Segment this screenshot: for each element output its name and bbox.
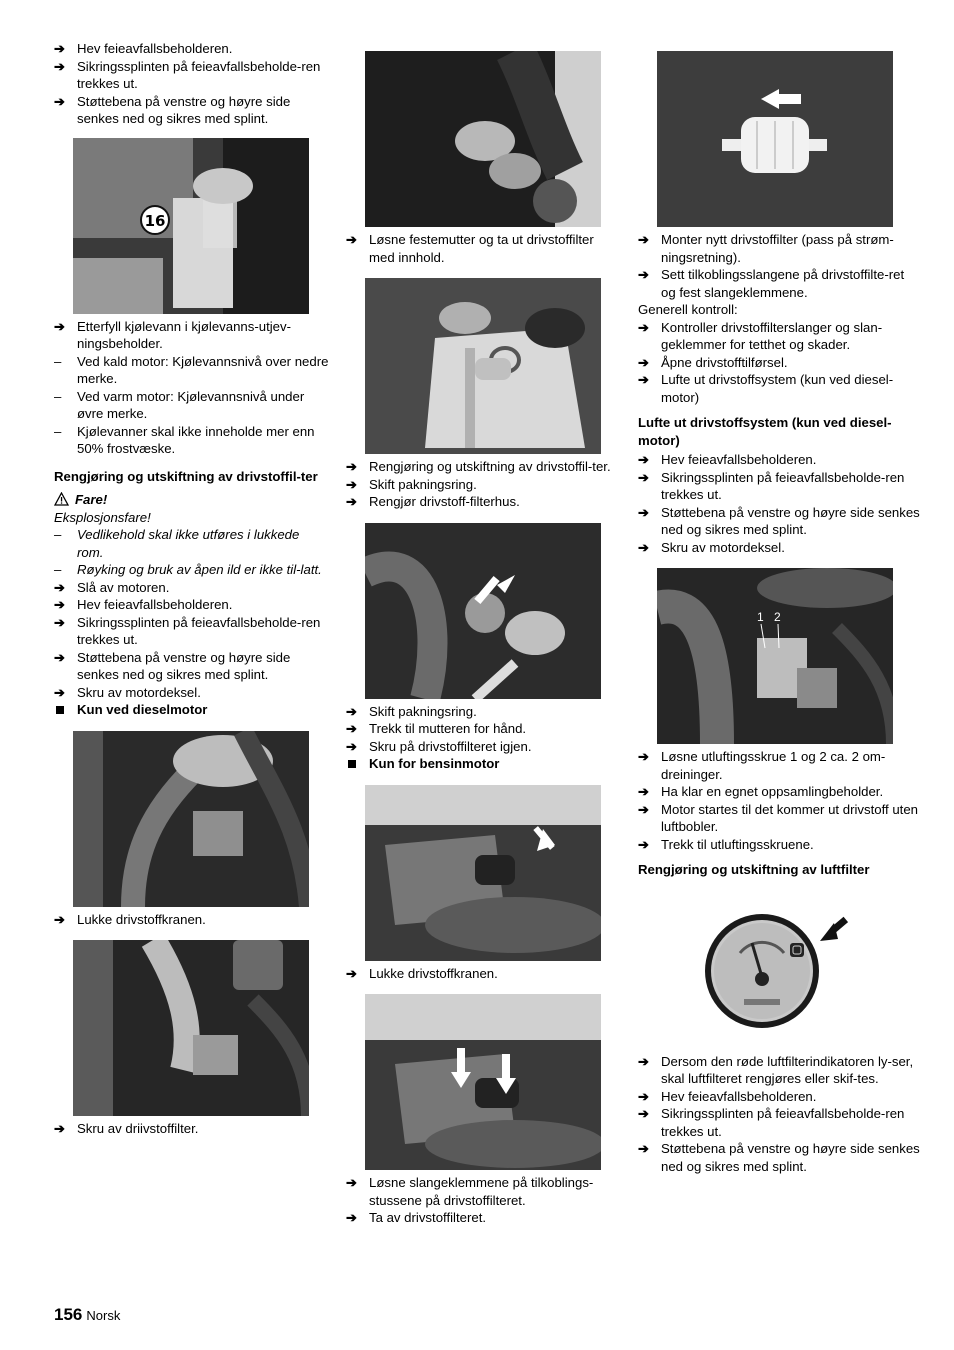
arrow-icon: ➔ bbox=[638, 232, 649, 247]
photo-diesel-drawing bbox=[73, 731, 309, 907]
section-heading-bleed: Lufte ut drivstoffsystem (kun ved diesel-motor) bbox=[638, 415, 892, 448]
step: ➔ Hev feieavfallsbeholderen. bbox=[638, 452, 817, 467]
arrow-icon: ➔ bbox=[638, 539, 649, 555]
step: ➔ Sett tilkoblingsslangene på drivstoffilte-ret og fest slangeklemmene. bbox=[638, 267, 905, 300]
arrow-icon: ➔ bbox=[346, 1175, 357, 1190]
step: ➔ Sikringssplinten på feieavfallsbeholde-ren trekkes ut. bbox=[54, 614, 321, 647]
photo-loosen-nut-drawing bbox=[365, 51, 601, 227]
step: ➔ Løsne festemutter og ta ut drivstoffilter med innhold. bbox=[346, 232, 594, 265]
photo-diesel-fuel-tap bbox=[73, 731, 309, 907]
arrow-icon: ➔ bbox=[638, 1141, 649, 1156]
arrow-icon: ➔ bbox=[638, 784, 649, 799]
photo-coolant-drawing bbox=[73, 138, 309, 314]
photo-coolant-refill bbox=[73, 138, 309, 314]
arrow-icon: ➔ bbox=[54, 579, 65, 595]
column-3 bbox=[638, 40, 920, 1175]
arrow-icon: ➔ bbox=[346, 965, 357, 981]
dash-marker: – bbox=[54, 562, 62, 577]
photo-hose-clamps-drawing bbox=[365, 994, 601, 1170]
photo-bleed-drawing bbox=[657, 568, 893, 744]
photo-clean-filter-housing bbox=[365, 278, 601, 454]
step: ➔ Ha klar en egnet oppsamlingbeholder. bbox=[638, 784, 884, 799]
column-2 bbox=[346, 40, 621, 1227]
air-filter-gauge-drawing bbox=[638, 881, 920, 1053]
arrow-icon: ➔ bbox=[638, 749, 649, 764]
photo-seal-drawing bbox=[365, 523, 601, 699]
air-filter-indicator-figure bbox=[638, 881, 920, 1053]
arrow-icon: ➔ bbox=[638, 836, 649, 852]
step: ➔ Sikringssplinten på feieavfallsbeholde-ren trekkes ut. bbox=[54, 58, 321, 91]
dash-marker: – bbox=[54, 388, 62, 404]
subheading-diesel: Kun ved dieselmotor bbox=[54, 701, 329, 719]
arrow-icon: ➔ bbox=[638, 354, 649, 370]
section-heading-air-filter: Rengjøring og utskiftning av luftfilter bbox=[638, 862, 870, 877]
step: ➔ Skift pakningsring. bbox=[346, 703, 477, 719]
arrow-icon: ➔ bbox=[638, 319, 649, 335]
step: ➔ Støttebena på venstre og høyre side senkes ned og sikres med splint. bbox=[54, 649, 291, 682]
arrow-icon: ➔ bbox=[346, 494, 357, 509]
column-1 bbox=[54, 40, 329, 1138]
step: ➔ Støttebena på venstre og høyre side senkes ned og sikres med splint. bbox=[54, 93, 291, 126]
danger-item: – Vedlikehold skal ikke utføres i lukkede rom. bbox=[54, 527, 300, 560]
step: ➔ Ta av drivstoffilteret. bbox=[346, 1210, 487, 1225]
danger-label: Fare! bbox=[54, 491, 329, 509]
arrow-icon: ➔ bbox=[54, 597, 65, 612]
dash-marker: – bbox=[54, 423, 62, 439]
language-label: Norsk bbox=[86, 1308, 121, 1323]
arrow-icon: ➔ bbox=[54, 58, 65, 74]
arrow-icon: ➔ bbox=[54, 684, 65, 700]
arrow-icon: ➔ bbox=[54, 93, 65, 109]
photo-petrol-drawing bbox=[365, 785, 601, 961]
step: ➔ Trekk til utluftingsskruene. bbox=[638, 836, 814, 852]
arrow-icon: ➔ bbox=[54, 41, 65, 56]
arrow-icon: ➔ bbox=[346, 476, 357, 492]
arrow-icon: ➔ bbox=[638, 469, 649, 485]
square-bullet-icon bbox=[56, 706, 64, 714]
screw-label-1: 1 bbox=[757, 610, 764, 624]
step: ➔ Løsne slangeklemmene på tilkoblings-stussene på drivstoffilteret. bbox=[346, 1175, 594, 1208]
arrow-icon: ➔ bbox=[638, 372, 649, 387]
step: ➔ Hev feieavfallsbeholderen. bbox=[638, 1088, 817, 1104]
arrow-icon: ➔ bbox=[54, 911, 65, 927]
arrow-icon: ➔ bbox=[346, 703, 357, 719]
arrow-icon: ➔ bbox=[638, 1106, 649, 1121]
step: ➔ Kontroller drivstoffilterslanger og slan-geklemmer for tetthet og skader. bbox=[638, 319, 883, 352]
step: ➔ Skru av motordeksel. bbox=[54, 684, 201, 700]
arrow-icon: ➔ bbox=[346, 1210, 357, 1225]
photo-unscrew-filter bbox=[73, 940, 309, 1116]
page-number: 156 bbox=[54, 1305, 83, 1324]
section-heading-fuel-filter: Rengjøring og utskiftning av drivstoffil-ter bbox=[54, 468, 318, 484]
arrow-icon: ➔ bbox=[54, 1121, 65, 1136]
photo-clean-drawing bbox=[365, 278, 601, 454]
step: ➔ Støttebena på venstre og høyre side senkes ned og sikres med splint. bbox=[638, 1141, 920, 1174]
step: ➔ Monter nytt drivstoffilter (pass på strøm-ningsretning). bbox=[638, 232, 894, 265]
photo-petrol-fuel-tap bbox=[365, 785, 601, 961]
page-footer bbox=[54, 1306, 120, 1325]
dash-marker: – bbox=[54, 527, 62, 542]
arrow-icon: ➔ bbox=[54, 649, 65, 665]
step: ➔ Sikringssplinten på feieavfallsbeholde-ren trekkes ut. bbox=[638, 469, 905, 502]
step: ➔ Støttebena på venstre og høyre side senkes ned og sikres med splint. bbox=[638, 504, 920, 537]
photo-loosen-nut bbox=[365, 51, 601, 227]
step: ➔ Etterfyll kjølevann i kjølevanns-utjev-ningsbeholder. bbox=[54, 318, 292, 351]
photo-hose-clamps bbox=[365, 994, 601, 1170]
arrow-icon: ➔ bbox=[346, 721, 357, 736]
arrow-icon: ➔ bbox=[638, 1053, 649, 1069]
step: ➔ Åpne drivstofftilførsel. bbox=[638, 354, 788, 370]
arrow-icon: ➔ bbox=[638, 267, 649, 282]
danger-item: – Røyking og bruk av åpen ild er ikke til-latt. bbox=[54, 562, 322, 577]
step: ➔ Hev feieavfallsbeholderen. bbox=[54, 41, 233, 56]
step: ➔ Skift pakningsring. bbox=[346, 476, 477, 492]
square-bullet-icon bbox=[348, 760, 356, 768]
step: ➔ Lukke drivstoffkranen. bbox=[346, 965, 498, 981]
arrow-icon: ➔ bbox=[346, 459, 357, 474]
step: ➔ Skru av driivstoffilter. bbox=[54, 1121, 199, 1136]
dash-marker: – bbox=[54, 353, 62, 369]
step: – Kjølevanner skal ikke inneholde mer enn 50% frostvæske. bbox=[54, 423, 315, 456]
photo-unscrew-drawing bbox=[73, 940, 309, 1116]
step: ➔ Motor startes til det kommer ut drivstoff uten luftbobler. bbox=[638, 801, 919, 834]
badge-number: 16 bbox=[144, 211, 166, 230]
step: ➔ Løsne utluftingsskrue 1 og 2 ca. 2 om-dreininger. bbox=[638, 749, 886, 782]
screw-label-2: 2 bbox=[774, 610, 781, 624]
arrow-icon: ➔ bbox=[54, 614, 65, 630]
danger-text: Eksplosjonsfare! bbox=[54, 509, 151, 525]
step: ➔ Lukke drivstoffkranen. bbox=[54, 911, 206, 927]
step: ➔ Hev feieavfallsbeholderen. bbox=[54, 597, 233, 612]
step: ➔ Sikringssplinten på feieavfallsbeholde-ren trekkes ut. bbox=[638, 1106, 905, 1139]
subheading-petrol: Kun for bensinmotor bbox=[346, 755, 621, 773]
step: ➔ Trekk til mutteren for hånd. bbox=[346, 721, 527, 736]
photo-new-fuel-filter bbox=[657, 51, 893, 227]
arrow-icon: ➔ bbox=[54, 318, 65, 334]
warning-triangle-icon bbox=[54, 492, 69, 506]
step: ➔ Slå av motoren. bbox=[54, 579, 170, 595]
photo-new-filter-drawing bbox=[657, 51, 893, 227]
step: ➔ Skru på drivstoffilteret igjen. bbox=[346, 738, 532, 754]
step: ➔ Skru av motordeksel. bbox=[638, 539, 785, 555]
step: ➔ Dersom den røde luftfilterindikatoren ly-ser, skal luftfilteret rengjøres eller skif-tes. bbox=[638, 1053, 914, 1086]
step: ➔ Lufte ut drivstoffsystem (kun ved diesel-motor) bbox=[638, 372, 894, 405]
arrow-icon: ➔ bbox=[638, 504, 649, 520]
step: ➔ Rengjøring og utskiftning av drivstoffil-ter. bbox=[346, 459, 611, 474]
general-check-label: Generell kontroll: bbox=[638, 302, 738, 317]
photo-change-seal bbox=[365, 523, 601, 699]
arrow-icon: ➔ bbox=[346, 738, 357, 754]
step: – Ved kald motor: Kjølevannsnivå over nedre merke. bbox=[54, 353, 329, 386]
arrow-icon: ➔ bbox=[638, 1088, 649, 1104]
step: ➔ Rengjør drivstoff-filterhus. bbox=[346, 494, 520, 509]
arrow-icon: ➔ bbox=[638, 452, 649, 467]
step: – Ved varm motor: Kjølevannsnivå under øvre merke. bbox=[54, 388, 305, 421]
arrow-icon: ➔ bbox=[638, 801, 649, 817]
photo-bleed-screws bbox=[657, 568, 893, 744]
arrow-icon: ➔ bbox=[346, 232, 357, 247]
